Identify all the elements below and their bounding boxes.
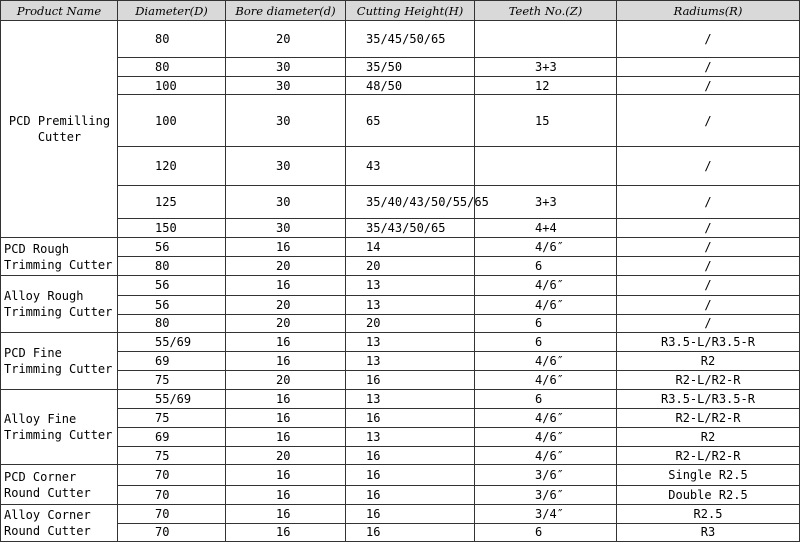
diameter-cell: 70 (118, 523, 226, 541)
radius-cell: Double R2.5 (617, 485, 800, 504)
table-row (1, 21, 800, 58)
product-name-cell: PCD Corner Round Cutter (1, 465, 118, 504)
diameter-cell: 69 (118, 351, 226, 370)
header-teeth-no: Teeth No.(Z) (475, 1, 617, 21)
bore-cell: 16 (226, 390, 346, 409)
table-row (1, 485, 800, 504)
radius-cell: R2 (617, 351, 800, 370)
cutting-height-cell: 16 (346, 465, 475, 485)
diameter-cell: 80 (118, 314, 226, 332)
diameter-cell: 69 (118, 428, 226, 447)
cutting-height-cell: 35/43/50/65 (346, 219, 475, 238)
cutting-height-cell: 16 (346, 504, 475, 523)
bore-cell: 16 (226, 351, 346, 370)
teeth-cell: 3/6″ (475, 485, 617, 504)
teeth-cell: 4/6″ (475, 238, 617, 257)
radius-cell: / (617, 21, 800, 58)
cutting-height-cell: 16 (346, 523, 475, 541)
teeth-cell: 3/4″ (475, 504, 617, 523)
diameter-cell: 56 (118, 238, 226, 257)
cutting-height-cell: 35/40/43/50/55/65 (346, 185, 475, 218)
table-row (1, 332, 800, 351)
diameter-cell: 55/69 (118, 390, 226, 409)
teeth-cell: 3+3 (475, 58, 617, 77)
radius-cell: / (617, 95, 800, 146)
header-row (1, 1, 800, 21)
table-body (1, 21, 800, 542)
table-row (1, 351, 800, 370)
bore-cell: 16 (226, 276, 346, 295)
header-diameter: Diameter(D) (118, 1, 226, 21)
bore-cell: 30 (226, 146, 346, 185)
teeth-cell: 4/6″ (475, 409, 617, 428)
bore-cell: 30 (226, 77, 346, 95)
table-row (1, 390, 800, 409)
teeth-cell: 15 (475, 95, 617, 146)
cutting-height-cell: 65 (346, 95, 475, 146)
radius-cell: / (617, 58, 800, 77)
radius-cell: Single R2.5 (617, 465, 800, 485)
table-row (1, 465, 800, 485)
cutting-height-cell: 13 (346, 276, 475, 295)
teeth-cell: 4/6″ (475, 447, 617, 465)
product-name-cell: Alloy Corner Round Cutter (1, 504, 118, 541)
cutting-height-cell: 13 (346, 390, 475, 409)
table-row (1, 314, 800, 332)
radius-cell: / (617, 219, 800, 238)
header-bore-diameter: Bore diameter(d) (226, 1, 346, 21)
table-row (1, 238, 800, 257)
table-row (1, 58, 800, 77)
diameter-cell: 56 (118, 276, 226, 295)
diameter-cell: 56 (118, 295, 226, 314)
product-name-cell: PCD Rough Trimming Cutter (1, 238, 118, 276)
radius-cell: / (617, 238, 800, 257)
diameter-cell: 120 (118, 146, 226, 185)
diameter-cell: 80 (118, 58, 226, 77)
radius-cell: / (617, 146, 800, 185)
cutting-height-cell: 13 (346, 351, 475, 370)
table-row (1, 295, 800, 314)
radius-cell: R2.5 (617, 504, 800, 523)
bore-cell: 20 (226, 447, 346, 465)
table-row (1, 447, 800, 465)
teeth-cell: 12 (475, 77, 617, 95)
diameter-cell: 75 (118, 370, 226, 389)
radius-cell: / (617, 257, 800, 276)
table-row (1, 370, 800, 389)
teeth-cell: 3/6″ (475, 465, 617, 485)
cutting-height-cell: 48/50 (346, 77, 475, 95)
bore-cell: 16 (226, 332, 346, 351)
radius-cell: R3 (617, 523, 800, 541)
bore-cell: 16 (226, 428, 346, 447)
cutting-height-cell: 43 (346, 146, 475, 185)
header-product-name: Product Name (1, 1, 118, 21)
bore-cell: 20 (226, 295, 346, 314)
diameter-cell: 55/69 (118, 332, 226, 351)
bore-cell: 16 (226, 485, 346, 504)
cutting-height-cell: 16 (346, 485, 475, 504)
product-name-cell: Alloy Fine Trimming Cutter (1, 390, 118, 465)
header-cutting-height: Cutting Height(H) (346, 1, 475, 21)
teeth-cell: 4/6″ (475, 276, 617, 295)
header-radiums: Radiums(R) (617, 1, 800, 21)
radius-cell: R3.5-L/R3.5-R (617, 332, 800, 351)
teeth-cell: 6 (475, 332, 617, 351)
teeth-cell: 6 (475, 523, 617, 541)
table-row (1, 77, 800, 95)
teeth-cell: 4/6″ (475, 428, 617, 447)
cutting-height-cell: 13 (346, 295, 475, 314)
bore-cell: 16 (226, 504, 346, 523)
diameter-cell: 80 (118, 21, 226, 58)
bore-cell: 30 (226, 95, 346, 146)
table-row (1, 504, 800, 523)
cutting-height-cell: 13 (346, 428, 475, 447)
cutting-height-cell: 14 (346, 238, 475, 257)
table-row (1, 185, 800, 218)
radius-cell: / (617, 295, 800, 314)
radius-cell: R2-L/R2-R (617, 409, 800, 428)
radius-cell: / (617, 314, 800, 332)
bore-cell: 20 (226, 21, 346, 58)
teeth-cell: 6 (475, 390, 617, 409)
radius-cell: R3.5-L/R3.5-R (617, 390, 800, 409)
table-row (1, 257, 800, 276)
bore-cell: 30 (226, 58, 346, 77)
teeth-cell: 4/6″ (475, 295, 617, 314)
cutting-height-cell: 16 (346, 370, 475, 389)
cutting-height-cell: 35/50 (346, 58, 475, 77)
cutting-height-cell: 20 (346, 257, 475, 276)
diameter-cell: 100 (118, 77, 226, 95)
table-row (1, 95, 800, 146)
cutting-height-cell: 13 (346, 332, 475, 351)
table-row (1, 146, 800, 185)
radius-cell: R2-L/R2-R (617, 370, 800, 389)
teeth-cell: 6 (475, 314, 617, 332)
bore-cell: 20 (226, 370, 346, 389)
teeth-cell: 6 (475, 257, 617, 276)
bore-cell: 16 (226, 409, 346, 428)
bore-cell: 30 (226, 185, 346, 218)
diameter-cell: 75 (118, 447, 226, 465)
product-name-cell: Alloy Rough Trimming Cutter (1, 276, 118, 332)
table-row (1, 523, 800, 541)
teeth-cell: 3+3 (475, 185, 617, 218)
cutting-height-cell: 20 (346, 314, 475, 332)
teeth-cell (475, 146, 617, 185)
cutting-height-cell: 35/45/50/65 (346, 21, 475, 58)
table-row (1, 409, 800, 428)
table-row (1, 219, 800, 238)
diameter-cell: 70 (118, 485, 226, 504)
bore-cell: 16 (226, 238, 346, 257)
teeth-cell: 4/6″ (475, 370, 617, 389)
diameter-cell: 100 (118, 95, 226, 146)
radius-cell: / (617, 185, 800, 218)
cutting-height-cell: 16 (346, 447, 475, 465)
diameter-cell: 70 (118, 504, 226, 523)
radius-cell: R2 (617, 428, 800, 447)
radius-cell: R2-L/R2-R (617, 447, 800, 465)
table-row (1, 276, 800, 295)
diameter-cell: 125 (118, 185, 226, 218)
diameter-cell: 70 (118, 465, 226, 485)
teeth-cell (475, 21, 617, 58)
bore-cell: 16 (226, 523, 346, 541)
bore-cell: 20 (226, 257, 346, 276)
radius-cell: / (617, 276, 800, 295)
product-name-cell: PCD Premilling Cutter (1, 21, 118, 238)
product-name-cell: PCD Fine Trimming Cutter (1, 332, 118, 389)
bore-cell: 20 (226, 314, 346, 332)
table-row (1, 428, 800, 447)
bore-cell: 16 (226, 465, 346, 485)
radius-cell: / (617, 77, 800, 95)
diameter-cell: 150 (118, 219, 226, 238)
diameter-cell: 80 (118, 257, 226, 276)
diameter-cell: 75 (118, 409, 226, 428)
teeth-cell: 4+4 (475, 219, 617, 238)
cutting-height-cell: 16 (346, 409, 475, 428)
bore-cell: 30 (226, 219, 346, 238)
teeth-cell: 4/6″ (475, 351, 617, 370)
